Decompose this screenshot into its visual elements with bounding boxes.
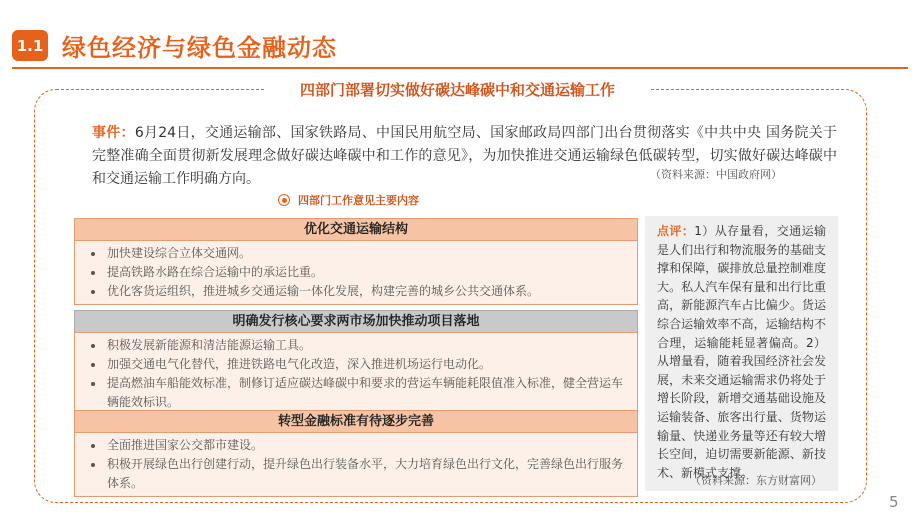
list-item: • 加强交通电气化替代，推进铁路电气化改造，深入推进机场运行电动化。 — [105, 355, 627, 374]
panel-title: 转型金融标准有待逐步完善 — [74, 410, 638, 432]
list-item: • 提高燃油车船能效标准，制修订适应碳达峰碳中和要求的营运车辆能耗限值准入标准，健全营运车辆能效标识。 — [105, 374, 627, 412]
comment-label: 点评： — [657, 224, 695, 238]
panel-transport-structure — [74, 218, 638, 305]
list-item: • 积极开展绿色出行创建行动，提升绿色出行装备水平，大力培育绿色出行文化，完善绿色出行服务体系。 — [105, 455, 627, 493]
comment-source: （资料来源：东方财富网） — [690, 474, 822, 487]
section-number-badge: 1.1 — [12, 30, 48, 61]
comment-box — [645, 216, 838, 491]
target-dot-icon — [278, 194, 290, 206]
panel-body — [74, 240, 638, 305]
panel-transition-finance — [74, 410, 638, 497]
list-item: • 加快建设综合立体交通网。 — [105, 244, 627, 263]
list-item: • 全面推进国家公交都市建设。 — [105, 436, 627, 455]
event-source: （资料来源：中国政府网） — [650, 168, 782, 181]
panel-body — [74, 432, 638, 497]
panel-title: 优化交通运输结构 — [74, 218, 638, 240]
event-label: 事件： — [92, 125, 135, 141]
subtitle-text: 四部门工作意见主要内容 — [298, 194, 419, 207]
frame-title: 四部门部署切实做好碳达峰碳中和交通运输工作 — [265, 78, 650, 102]
list-item: • 优化客货运组织，推进城乡交通运输一体化发展，构建完善的城乡公共交通体系。 — [105, 282, 627, 301]
section-title: 绿色经济与绿色金融动态 — [62, 34, 337, 62]
event-text: 6月24日，交通运输部、国家铁路局、中国民用航空局、国家邮政局四部门出台贯彻落实《中共中央 国务院关于完整准确全面贯彻新发展理念做好碳达峰碳中和工作的意见》，为加快推进交通运输绿色低碳转型，切实做好碳达峰碳中和交通运输工作明确方向。 — [92, 125, 838, 187]
panel-body — [74, 332, 638, 416]
list-item: • 提高铁路水路在综合运输中的承运比重。 — [105, 263, 627, 282]
comment-text: 1）从存量看，交通运输是人们出行和物流服务的基础支撑和保障，碳排放总量控制难度大。私人汽车保有量和出行比重高，新能源汽车占比偏少。货运综合运输效率不高，运输结构不合理，运输能耗显著偏高。2）从增量看，随着我国经济社会发展，未来交通运输需求仍将处于增长阶段，新增交通基础设施及运输装备、旅客出行量、货物运输量、快递业务量等还有较大增长空间，迫切需要新能源、新技术、新模式支撑。 — [657, 224, 826, 480]
panel-core-requirements — [74, 310, 638, 416]
subtitle — [278, 192, 419, 208]
section-divider — [12, 67, 908, 69]
list-item: • 积极发展新能源和清洁能源运输工具。 — [105, 336, 627, 355]
panel-title: 明确发行核心要求两市场加快推动项目落地 — [74, 310, 638, 332]
page-number: 5 — [889, 493, 899, 511]
